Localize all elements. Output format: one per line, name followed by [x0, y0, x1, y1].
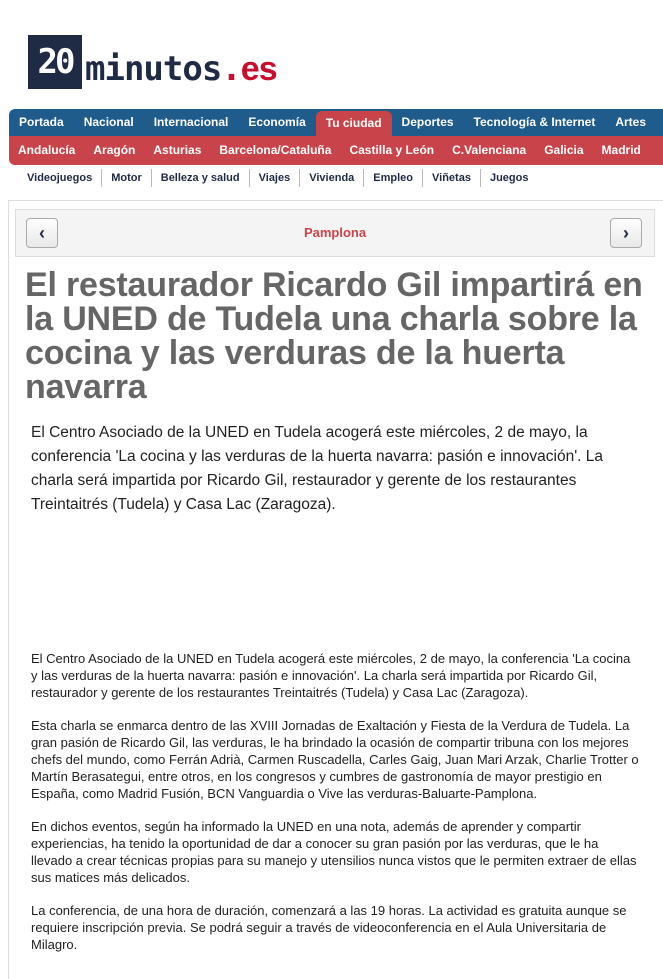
logo-dot: . — [221, 49, 241, 89]
section-vinetas[interactable]: Viñetas — [423, 169, 481, 187]
region-valenciana[interactable]: C.Valenciana — [452, 143, 527, 157]
article-headline: El restaurador Ricardo Gil impartirá en la UNED de Tudela una charla sobre la cocina y las verduras de la huerta navarra — [25, 266, 643, 406]
region-madrid[interactable]: Madrid — [601, 143, 641, 157]
article-lead: El Centro Asociado de la UNED en Tudela acogerá este miércoles, 2 de mayo, la conferencia 'La cocina y las verduras de la huerta navarra: pasión e innovación'. La charla será impartida por Ricardo Gil, restaurador y gerente de los restaurantes Treintaitrés (Tudela) y Casa Lac (Zaragoza). — [31, 424, 604, 513]
region-andalucia[interactable]: Andalucía — [18, 143, 76, 157]
section-motor[interactable]: Motor — [102, 169, 152, 187]
nav-item-nacional[interactable]: Nacional — [83, 115, 134, 129]
sections-nav — [18, 169, 537, 187]
nav-item-internacional[interactable]: Internacional — [153, 115, 229, 129]
primary-nav — [9, 109, 663, 136]
section-vivienda[interactable]: Vivienda — [300, 169, 364, 187]
section-viajes[interactable]: Viajes — [250, 169, 301, 187]
logo-tld: es — [240, 50, 277, 88]
nav-item-tecnologia[interactable]: Tecnología & Internet — [473, 115, 596, 129]
chevron-left-icon: ‹ — [39, 223, 45, 243]
region-castilla-leon[interactable]: Castilla y León — [349, 143, 435, 157]
section-belleza[interactable]: Belleza y salud — [152, 169, 250, 187]
article-body — [31, 650, 639, 969]
chevron-right-icon: › — [623, 223, 629, 243]
site-logo[interactable] — [28, 35, 277, 89]
article-paragraph: En dichos eventos, según ha informado la UNED en una nota, además de aprender y compartir experiencias, ha tenido la oportunidad de dar a conocer su gran pasión por las verduras, que le ha llevado a crear técnicas propias para su manejo y utensilios nunca vistos que le permiten extraer de ellas sus matices más delicados. — [31, 819, 637, 885]
logo-wordmark — [85, 49, 277, 89]
regions-nav — [9, 136, 663, 165]
region-galicia[interactable]: Galicia — [544, 143, 584, 157]
section-videojuegos[interactable]: Videojuegos — [18, 169, 102, 187]
article-paragraph: El Centro Asociado de la UNED en Tudela acogerá este miércoles, 2 de mayo, la conferencia 'La cocina y las verduras de la huerta navarra: pasión e innovación'. La charla será impartida por Ricardo Gil, restaurador y gerente de los restaurantes Treintaitrés (Tudela) y Casa Lac (Zaragoza). — [31, 651, 631, 700]
article-paragraph: Esta charla se enmarca dentro de las XVIII Jornadas de Exaltación y Fiesta de la Verdura de Tudela. La gran pasión de Ricardo Gil, las verduras, le ha brindado la ocasión de compartir tribuna con los mejores chefs del mundo, como Ferrán Adrià, Carmen Ruscadella, Carles Gaig, Juan Mari Arzak, Charlie Trotter o Martín Berasategui, entre otros, en los congresos y cumbres de gastronomía de mayor prestigio en España, como Madrid Fusión, BCN Vanguardia o Vive las verduras-Baluarte-Pamplona. — [31, 718, 639, 801]
next-article-button[interactable] — [610, 218, 642, 248]
logo-number: 20 — [28, 35, 82, 89]
nav-item-portada[interactable]: Portada — [19, 115, 64, 129]
section-title[interactable]: Pamplona — [303, 225, 367, 240]
article-paragraph: La conferencia, de una hora de duración, comenzará a las 19 horas. La actividad es gratuita aunque se requiere inscripción previa. Se podrá seguir a través de videoconferencia en el Aula Universitaria de Milagro. — [31, 903, 627, 952]
nav-item-economia[interactable]: Economía — [248, 115, 306, 129]
section-header — [15, 209, 655, 257]
section-empleo[interactable]: Empleo — [364, 169, 423, 187]
nav-item-deportes[interactable]: Deportes — [401, 115, 454, 129]
ad-placeholder — [31, 520, 631, 640]
region-aragon[interactable]: Aragón — [93, 143, 136, 157]
region-asturias[interactable]: Asturias — [153, 143, 202, 157]
nav-item-tu-ciudad[interactable]: Tu ciudad — [316, 111, 392, 136]
region-barcelona[interactable]: Barcelona/Cataluña — [219, 143, 332, 157]
nav-item-artes[interactable]: Artes — [615, 115, 647, 129]
logo-word: minutos — [85, 49, 222, 89]
section-juegos[interactable]: Juegos — [489, 172, 529, 184]
